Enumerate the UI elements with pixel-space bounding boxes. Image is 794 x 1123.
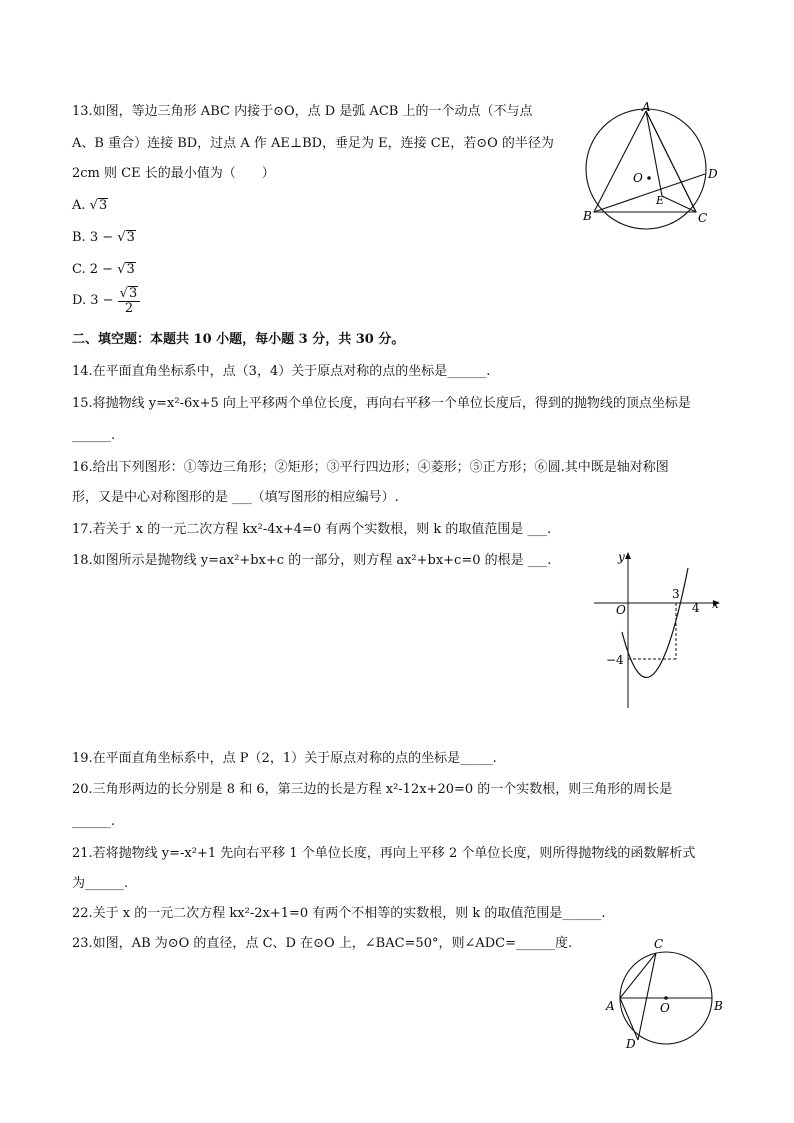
fraction <box>118 286 141 316</box>
q13-line-1: 13.如图，等边三角形 ABC 内接于⊙O，点 D 是弧 ACB 上的一个动点（不与点 <box>72 104 533 119</box>
denominator: 2 <box>124 301 134 316</box>
q13-circle-figure <box>578 102 728 252</box>
label-b: B <box>714 999 723 1013</box>
q13-option-c[interactable] <box>72 260 136 280</box>
label-a: A <box>606 999 615 1013</box>
label-a: A <box>642 102 651 114</box>
label-e: E <box>656 194 665 207</box>
axis-y-label: y <box>618 550 625 564</box>
q16-line-2: 形，又是中心对称图形的是 ___（填写图形的相应编号）. <box>72 490 399 505</box>
tick-3: 3 <box>672 587 680 601</box>
q13-option-d[interactable] <box>72 286 140 316</box>
label-o: O <box>660 1001 670 1015</box>
q13-line-2: A、B 重合）连接 BD，过点 A 作 AE⊥BD，垂足为 E，连接 CE，若⊙O 的半径为 <box>72 136 554 151</box>
radicand: 3 <box>126 230 135 245</box>
q18: 18.如图所示是抛物线 y=ax²+bx+c 的一部分，则方程 ax²+bx+c=0 的根是 ___. <box>72 553 552 568</box>
label-d: D <box>626 1037 636 1051</box>
radicand: 3 <box>128 286 138 301</box>
q23: 23.如图，AB 为⊙O 的直径，点 C、D 在⊙O 上，∠BAC=50°，则∠ADC=______度. <box>72 936 573 951</box>
tick-minus-4: −4 <box>606 653 624 667</box>
q15-line-1: 15.将抛物线 y=x²-6x+5 向上平移两个单位长度，再向右平移一个单位长度后，得到的抛物线的顶点坐标是 <box>72 396 691 411</box>
q21-line-1: 21.若将抛物线 y=-x²+1 先向右平移 1 个单位长度，再向上平移 2 个单位长度，则所得抛物线的函数解析式 <box>72 846 696 861</box>
q23-circle-figure <box>600 932 730 1052</box>
q20-line-1: 20.三角形两边的长分别是 8 和 6，第三边的长是方程 x²-12x+20=0 的一个实数根，则三角形的周长是 <box>72 782 673 797</box>
q13-option-b[interactable] <box>72 228 136 248</box>
q19: 19.在平面直角坐标系中，点 P（2，1）关于原点对称的点的坐标是_____. <box>72 751 497 766</box>
sqrt-sign: √ <box>89 198 98 213</box>
q21-line-2: 为______. <box>72 876 129 891</box>
sqrt-sign: √ <box>117 230 126 245</box>
option-d-label: D. 3 − <box>72 293 114 308</box>
q13-line-3: 2cm 则 CE 长的最小值为（ ） <box>72 166 275 181</box>
section-2-heading: 二、填空题：本题共 10 小题，每小题 3 分，共 30 分。 <box>72 332 405 347</box>
sqrt-sign: √ <box>119 286 128 301</box>
q15-line-2: ______. <box>72 428 116 443</box>
sqrt-sign: √ <box>117 262 126 277</box>
label-c: C <box>654 937 664 951</box>
q13-option-a[interactable] <box>72 196 108 216</box>
radicand: 3 <box>126 262 135 277</box>
radicand: 3 <box>98 198 108 213</box>
origin-label: O <box>616 603 626 617</box>
option-b-label: B. 3 − <box>72 230 114 245</box>
q20-line-2: ______. <box>72 814 116 829</box>
option-c-label: C. 2 − <box>72 262 114 277</box>
q16-line-1: 16.给出下列图形：①等边三角形；②矩形；③平行四边形；④菱形；⑤正方形；⑥圆.其中既是轴对称图 <box>72 460 669 475</box>
q18-parabola-figure <box>592 548 728 712</box>
axis-x-label: x <box>712 597 719 611</box>
tick-4: 4 <box>692 601 700 615</box>
label-b: B <box>583 209 592 223</box>
option-a-label: A. <box>72 198 86 213</box>
q17: 17.若关于 x 的一元二次方程 kx²-4x+4=0 有两个实数根，则 k 的取值范围是 ___. <box>72 522 552 537</box>
q22: 22.关于 x 的一元二次方程 kx²-2x+1=0 有两个不相等的实数根，则 k 的取值范围是______. <box>72 906 606 921</box>
label-d: D <box>708 167 718 181</box>
label-c: C <box>698 211 708 225</box>
label-o: O <box>633 171 643 185</box>
q14: 14.在平面直角坐标系中，点（3，4）关于原点对称的点的坐标是______. <box>72 364 491 379</box>
